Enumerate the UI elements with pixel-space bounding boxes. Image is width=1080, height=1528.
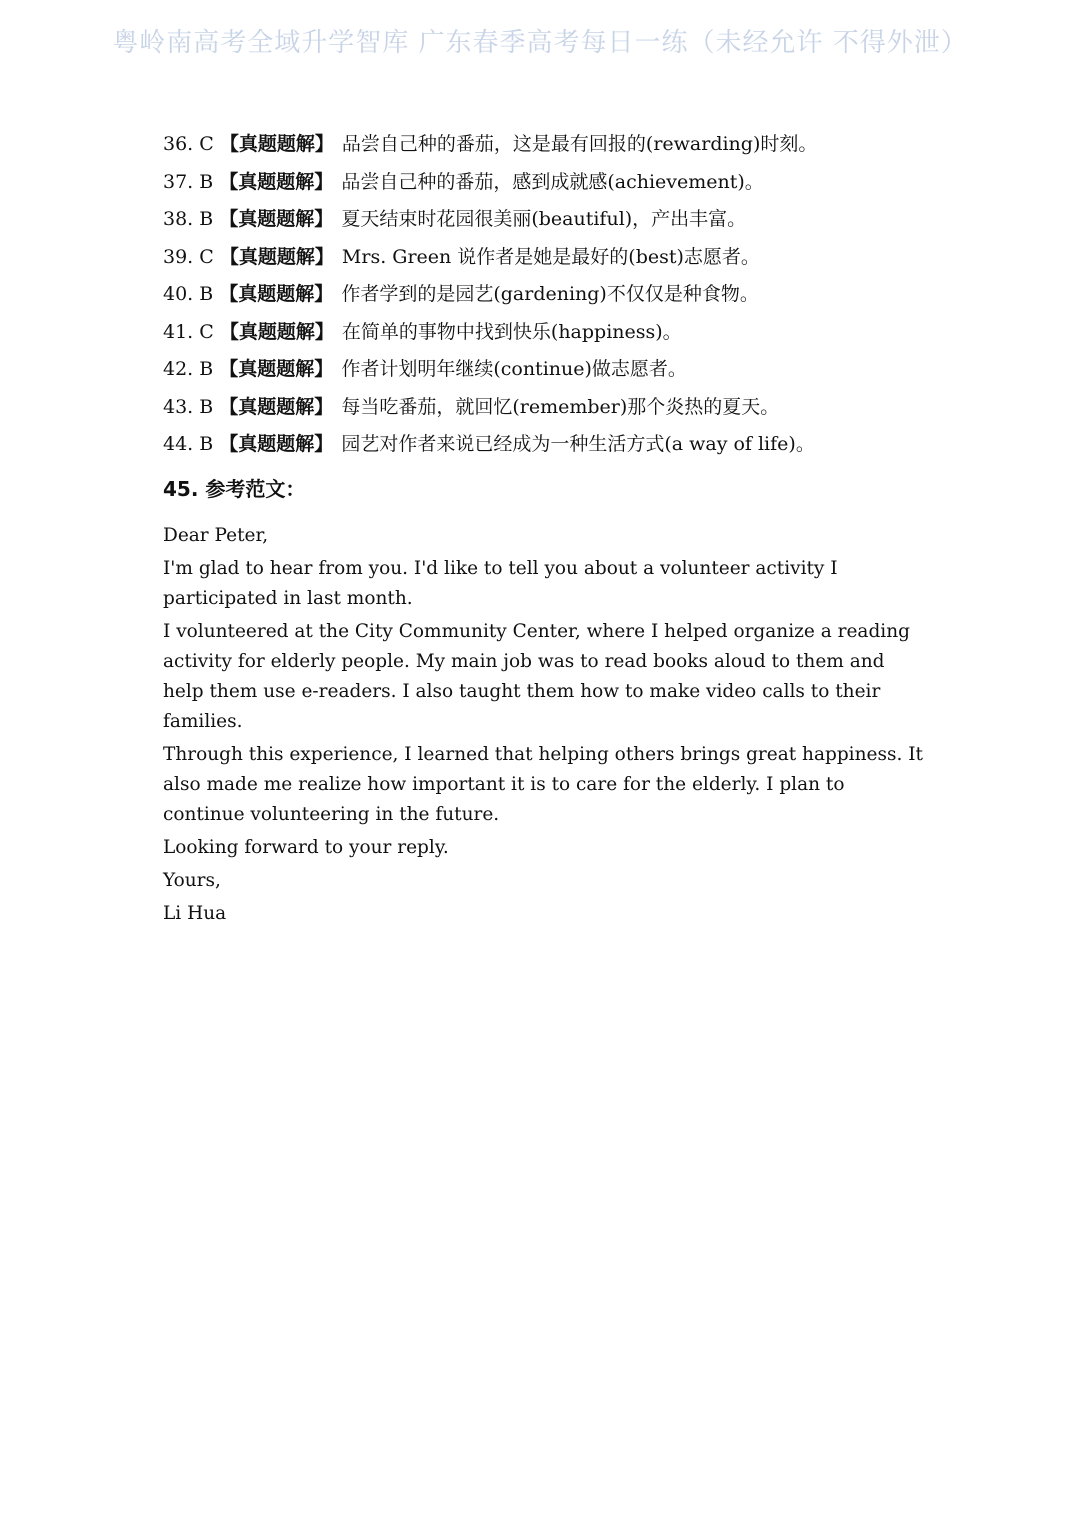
answer-number: 36. C <box>163 133 214 155</box>
answer-explanation: 夏天结束时花园很美丽(beautiful)，产出丰富。 <box>341 208 747 230</box>
answer-explanation: 品尝自己种的番茄，感到成就感(achievement)。 <box>341 170 764 193</box>
answer-item <box>163 389 963 427</box>
answer-number: 40. B <box>163 283 214 305</box>
answer-tag: 【真题题解】 <box>219 133 334 155</box>
answer-number: 41. C <box>163 320 214 343</box>
answer-tag: 【真题题解】 <box>219 395 334 418</box>
essay-closing: Yours, <box>163 870 221 891</box>
answer-item <box>163 239 963 277</box>
answer-number: 38. B <box>163 208 214 230</box>
answer-explanation: 在简单的事物中找到快乐(happiness)。 <box>341 320 682 343</box>
answer-item <box>163 201 963 239</box>
essay-paragraph: Looking forward to your reply. <box>163 837 449 858</box>
answer-list <box>163 126 963 464</box>
answer-number: 37. B <box>163 170 214 193</box>
answer-item <box>163 276 963 314</box>
essay-signature: Li Hua <box>163 903 227 924</box>
answer-item <box>163 126 963 164</box>
answer-number: 44. B <box>163 433 214 455</box>
answer-tag: 【真题题解】 <box>219 358 334 380</box>
answer-tag: 【真题题解】 <box>219 283 334 305</box>
answer-tag: 【真题题解】 <box>219 320 334 343</box>
answer-tag: 【真题题解】 <box>219 208 334 230</box>
essay-paragraph: Through this experience, I learned that helping others brings great happiness. It also made me realize how important it is to care for the elderly. I plan to continue volunteering in the future. <box>163 744 923 825</box>
essay-title: 45. 参考范文： <box>163 477 306 501</box>
answer-item <box>163 164 963 202</box>
answer-explanation: Mrs. Green 说作者是她是最好的(best)志愿者。 <box>341 245 760 268</box>
answer-explanation: 作者学到的是园艺(gardening)不仅仅是种食物。 <box>341 283 759 305</box>
answer-tag: 【真题题解】 <box>219 433 334 455</box>
answer-explanation: 每当吃番茄，就回忆(remember)那个炎热的夏天。 <box>341 395 780 418</box>
answer-explanation: 园艺对作者来说已经成为一种生活方式(a way of life)。 <box>341 433 815 455</box>
watermark-header: 粤岭南高考全域升学智库 广东春季高考每日一练（未经允许 不得外泄） <box>112 28 968 58</box>
answer-number: 42. B <box>163 358 214 380</box>
answer-explanation: 品尝自己种的番茄，这是最有回报的(rewarding)时刻。 <box>341 133 818 155</box>
answer-tag: 【真题题解】 <box>219 245 334 268</box>
answer-item <box>163 351 963 389</box>
answer-item <box>163 314 963 352</box>
answer-item <box>163 426 963 464</box>
answer-explanation: 作者计划明年继续(continue)做志愿者。 <box>341 358 687 380</box>
answer-number: 43. B <box>163 395 214 418</box>
essay-salutation: Dear Peter, <box>163 525 269 546</box>
answer-number: 39. C <box>163 245 214 268</box>
essay-paragraph: I'm glad to hear from you. I'd like to tell you about a volunteer activity I participated in last month. <box>163 558 838 609</box>
answer-tag: 【真题题解】 <box>219 170 334 193</box>
essay-paragraph: I volunteered at the City Community Center, where I helped organize a reading activity for elderly people. My main job was to read books aloud to them and help them use e-readers. I also taught them how to make video calls to their families. <box>163 621 910 732</box>
model-essay <box>163 521 923 932</box>
